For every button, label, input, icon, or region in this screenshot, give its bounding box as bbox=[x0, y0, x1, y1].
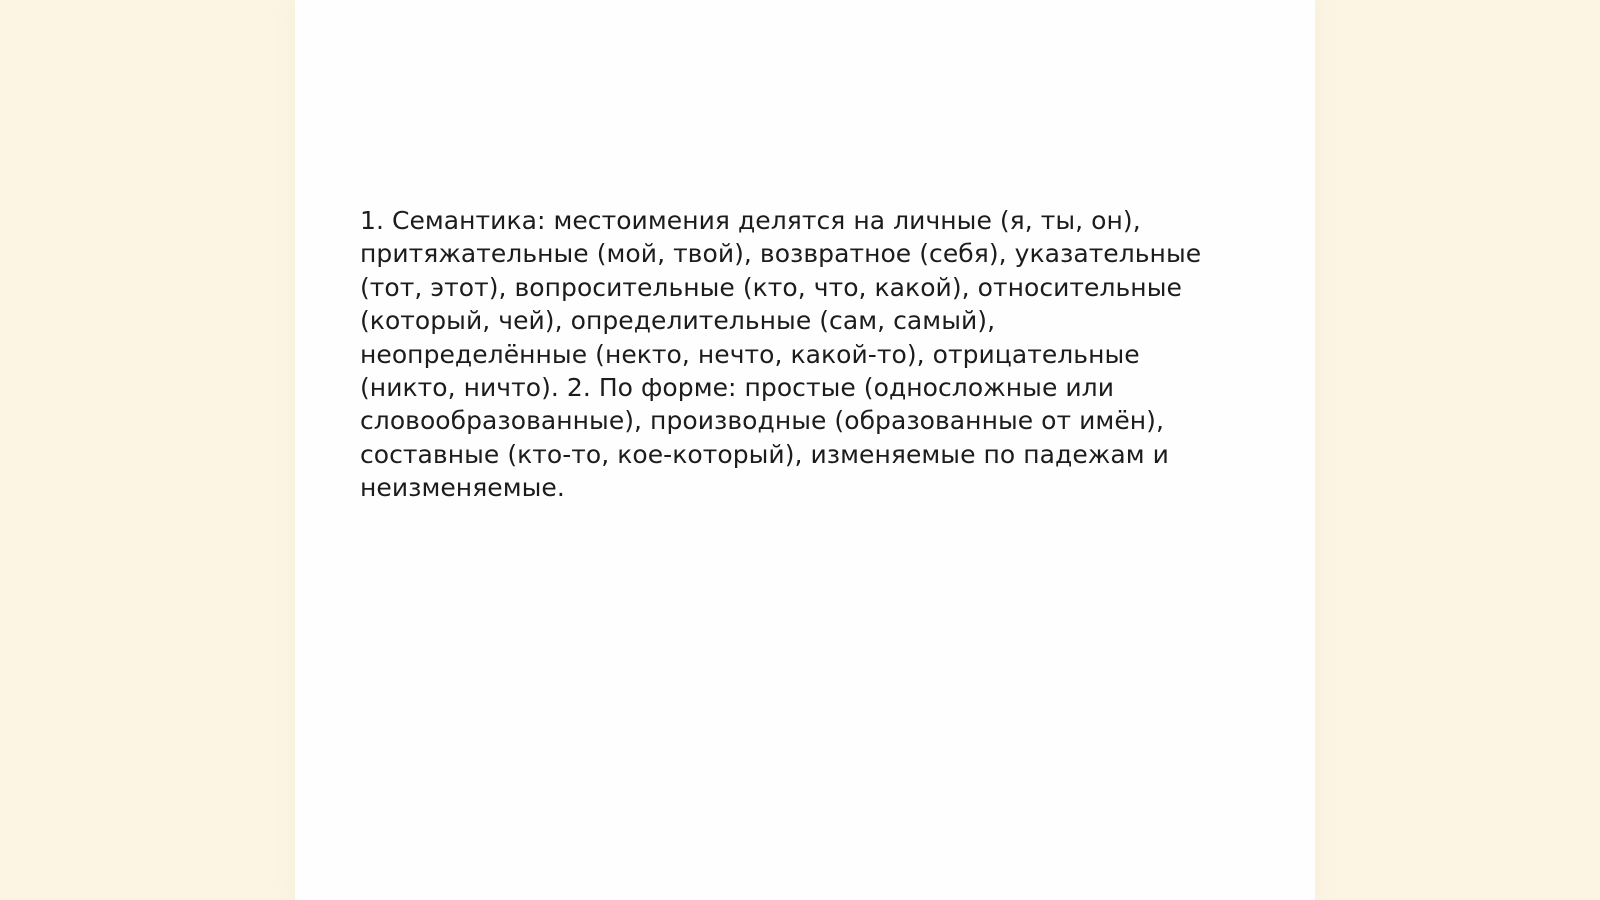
right-margin-background bbox=[1315, 0, 1600, 900]
body-paragraph: 1. Семантика: местоимения делятся на личные (я, ты, он), притяжательные (мой, твой), возвратное (себя), указательные (тот, этот), вопросительные (кто, что, какой), относительные (который, чей), определительные (сам, самый), неопределённые (некто, нечто, какой-то), отрицательные (никто, ничто). 2. По форме: простые (односложные или словообразованные), производные (образованные от имён), составные (кто-то, кое-который), изменяемые по падежам и неизменяемые. bbox=[360, 206, 1202, 503]
document-page bbox=[295, 0, 1315, 900]
left-margin-background bbox=[0, 0, 295, 900]
